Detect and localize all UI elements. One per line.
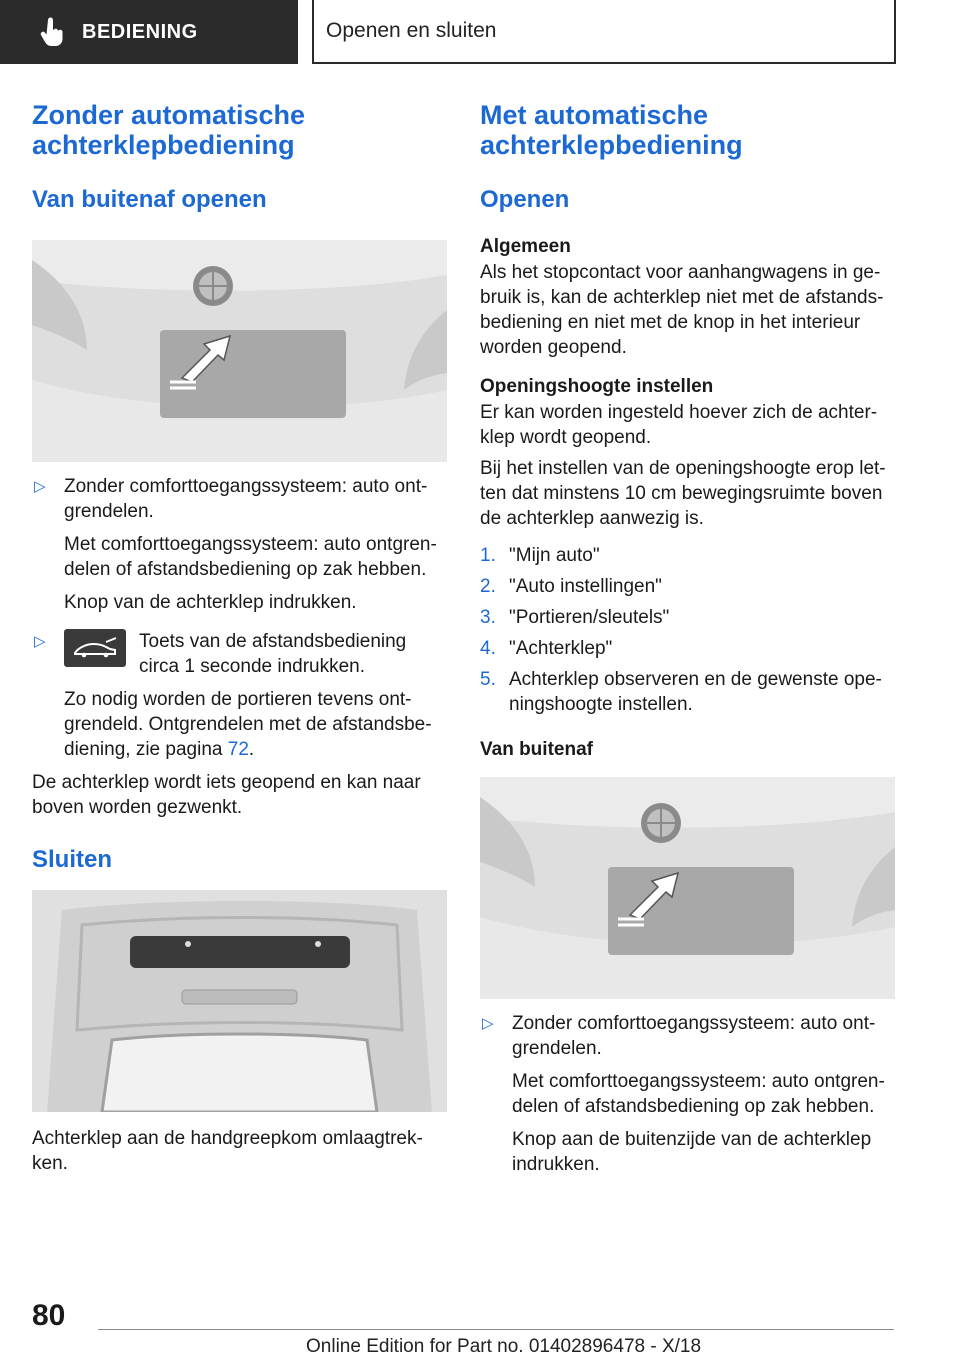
left-column bbox=[32, 100, 447, 1176]
heading-from-outside: Van buitenaf bbox=[480, 739, 593, 760]
right-subheading-open: Openen bbox=[480, 186, 570, 213]
section-tab bbox=[0, 0, 298, 64]
tailgate-exterior-figure-2 bbox=[480, 777, 895, 999]
list-item: 2. "Auto instellingen" bbox=[480, 576, 662, 597]
footer-divider bbox=[98, 1329, 894, 1330]
opening-height-text-1: Er kan worden ingesteld hoever zich de achterklep wordt geopend. bbox=[480, 402, 878, 448]
opening-height-text-2: Bij het instellen van de openingshoogte erop letten dat minstens 10 cm bewegingsruimte boven de achterklep aanwezig is. bbox=[480, 458, 886, 529]
left-bullet-1 bbox=[32, 474, 447, 615]
bullet-triangle-icon: ▷ bbox=[34, 478, 46, 495]
left-subheading-close: Sluiten bbox=[32, 846, 113, 873]
car-trunk-key-icon bbox=[64, 629, 126, 667]
left-bullet-2 bbox=[32, 629, 447, 762]
page-reference-link[interactable]: 72 bbox=[227, 739, 249, 760]
right-bullet-line2: Met comforttoegangssysteem: auto ontgrendelen of afstandsbediening op zak hebben. bbox=[512, 1071, 885, 1117]
left-bullet-2-line2: Zo nodig worden de portieren tevens ontgrendeld. Ontgrendelen met de afstandsbediening, zie pagina 72. bbox=[64, 689, 432, 760]
list-item: 4. "Achterklep" bbox=[480, 638, 613, 659]
chapter-tab bbox=[312, 0, 896, 64]
hand-pointer-icon bbox=[32, 12, 72, 52]
general-text: Als het stopcontact voor aanhangwagens in gebruik is, kan de achterklep niet met de afstandsbediening en niet met de knop in het interieur worden geopend. bbox=[480, 262, 884, 358]
chapter-title: Openen en sluiten bbox=[326, 19, 497, 42]
left-close-text: Achterklep aan de handgreepkom omlaagtrekken. bbox=[32, 1128, 423, 1174]
settings-steps bbox=[480, 543, 895, 717]
left-title: Zonder automatische achterklepbediening bbox=[32, 100, 306, 160]
left-after-text: De achterklep wordt iets geopend en kan naar boven worden gezwenkt. bbox=[32, 772, 421, 818]
section-label: BEDIENING bbox=[82, 20, 198, 43]
list-item: 3. "Portieren/sleutels" bbox=[480, 607, 670, 628]
right-column bbox=[480, 100, 895, 1177]
tailgate-interior-figure bbox=[32, 890, 447, 1112]
left-bullet-1-line2: Met comforttoegangssysteem: auto ontgrendelen of afstandsbediening op zak hebben. bbox=[64, 534, 437, 580]
right-bullet-line1: Zonder comforttoegangssysteem: auto ontgrendelen. bbox=[512, 1013, 876, 1059]
left-bullet-1-line1: Zonder comforttoegangssysteem: auto ontgrendelen. bbox=[64, 476, 428, 522]
bullet-triangle-icon: ▷ bbox=[34, 633, 46, 650]
left-subheading-open: Van buitenaf openen bbox=[32, 186, 267, 213]
bullet-triangle-icon: ▷ bbox=[482, 1015, 494, 1032]
right-bullet bbox=[480, 1011, 895, 1177]
left-bullet-1-line3: Knop van de achterklep indrukken. bbox=[64, 592, 357, 613]
right-bullet-line3: Knop aan de buitenzijde van de achterklep indrukken. bbox=[512, 1129, 872, 1175]
left-bullet-2-keytext: Toets van de afstandsbediening circa 1 seconde indrukken. bbox=[139, 631, 407, 677]
edition-text: Online Edition for Part no. 01402896478 - X/18 bbox=[306, 1336, 702, 1357]
right-title: Met automatische achterklepbediening bbox=[480, 100, 743, 160]
list-item: 1. "Mijn auto" bbox=[480, 545, 600, 566]
tailgate-exterior-figure bbox=[32, 240, 447, 462]
list-item: 5. Achterklep observeren en de gewenste openingshoogte instellen. bbox=[480, 669, 882, 715]
heading-opening-height: Openingshoogte instellen bbox=[480, 376, 714, 397]
heading-general: Algemeen bbox=[480, 236, 571, 257]
page-number: 80 bbox=[32, 1299, 66, 1332]
